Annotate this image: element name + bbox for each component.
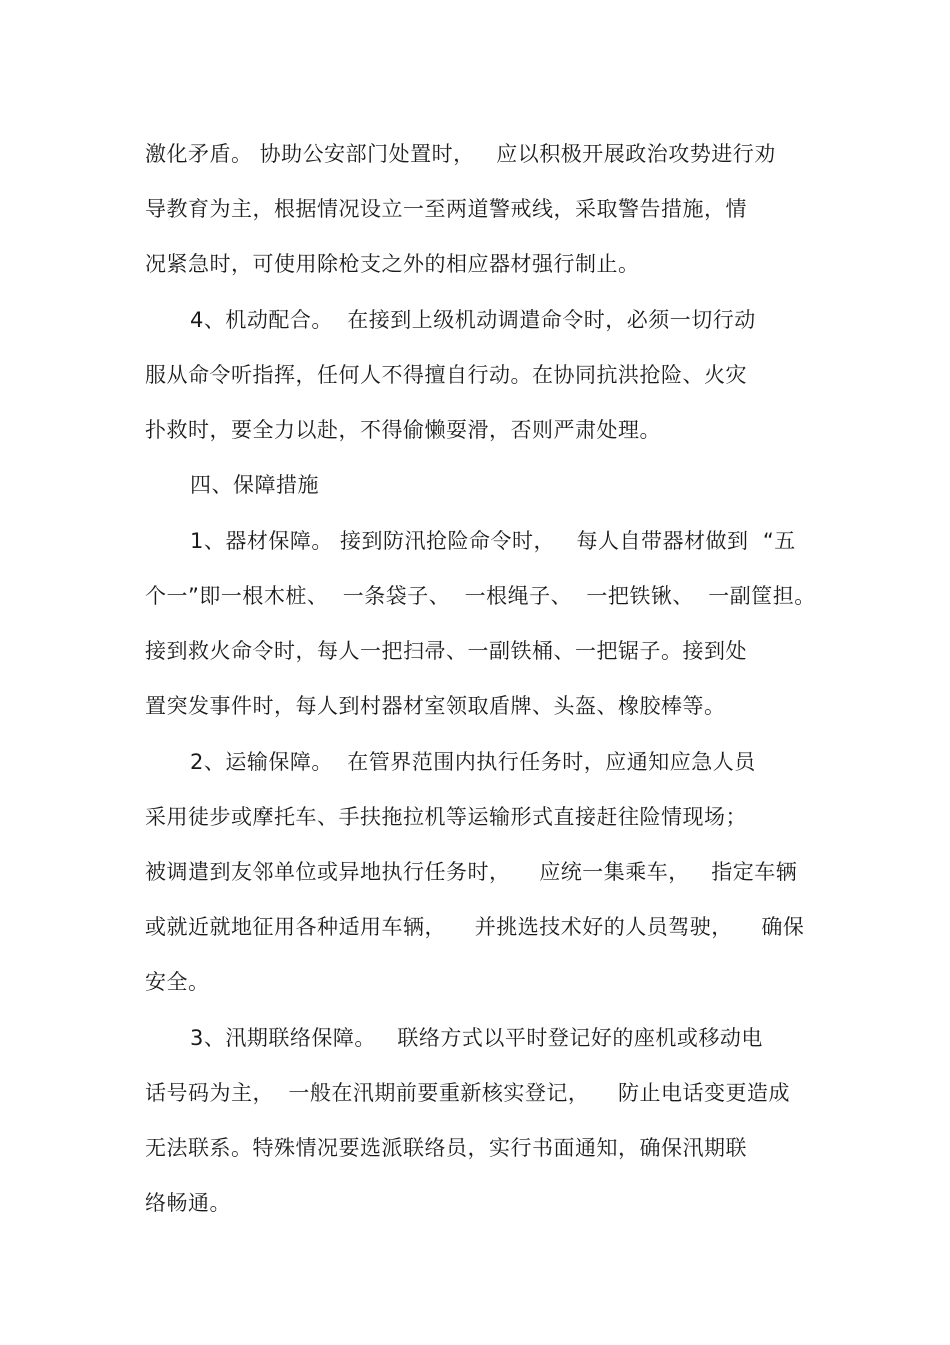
- text-line: 络畅通。: [145, 1191, 231, 1215]
- text-line: 导教育为主，根据情况设立一至两道警戒线，采取警告措施，情: [145, 197, 747, 221]
- text-line: 无法联系。特殊情况要选派联络员，实行书面通知，确保汛期联: [145, 1136, 747, 1160]
- text-line: 况紧急时，可使用除枪支之外的相应器材强行制止。: [145, 252, 640, 276]
- section-heading: 四、保障措施: [190, 473, 319, 497]
- paragraph-start-line: 2、运输保障。 在管界范围内执行任务时，应通知应急人员: [190, 750, 756, 774]
- text-line: 接到救火命令时，每人一把扫帚、一副铁桶、一把锯子。接到处: [145, 639, 747, 663]
- text-line: 扑救时，要全力以赴，不得偷懒耍滑，否则严肃处理。: [145, 418, 661, 442]
- text-line: 话号码为主， 一般在汛期前要重新核实登记， 防止电话变更造成: [145, 1081, 791, 1105]
- text-line: 激化矛盾。 协助公安部门处置时， 应以积极开展政治攻势进行劝: [145, 142, 776, 166]
- text-line: 采用徒步或摩托车、手扶拖拉机等运输形式直接赶往险情现场；: [145, 805, 747, 829]
- paragraph-start-line: 1、器材保障。 接到防汛抢险命令时， 每人自带器材做到 “五: [190, 529, 796, 553]
- paragraph-start-line: 3、汛期联络保障。 联络方式以平时登记好的座机或移动电: [190, 1026, 763, 1050]
- text-line: 或就近就地征用各种适用车辆， 并挑选技术好的人员驾驶， 确保: [145, 915, 805, 939]
- text-line: 被调遣到友邻单位或异地执行任务时， 应统一集乘车， 指定车辆: [145, 860, 798, 884]
- text-line: 安全。: [145, 970, 210, 994]
- text-line: 置突发事件时，每人到村器材室领取盾牌、头盔、橡胶棒等。: [145, 694, 726, 718]
- paragraph-start-line: 4、机动配合。 在接到上级机动调遣命令时，必须一切行动: [190, 308, 756, 332]
- text-line: 个一”即一根木桩、 一条袋子、 一根绳子、 一把铁锹、 一副筐担。: [145, 584, 816, 608]
- text-line: 服从命令听指挥，任何人不得擅自行动。在协同抗洪抢险、火灾: [145, 363, 747, 387]
